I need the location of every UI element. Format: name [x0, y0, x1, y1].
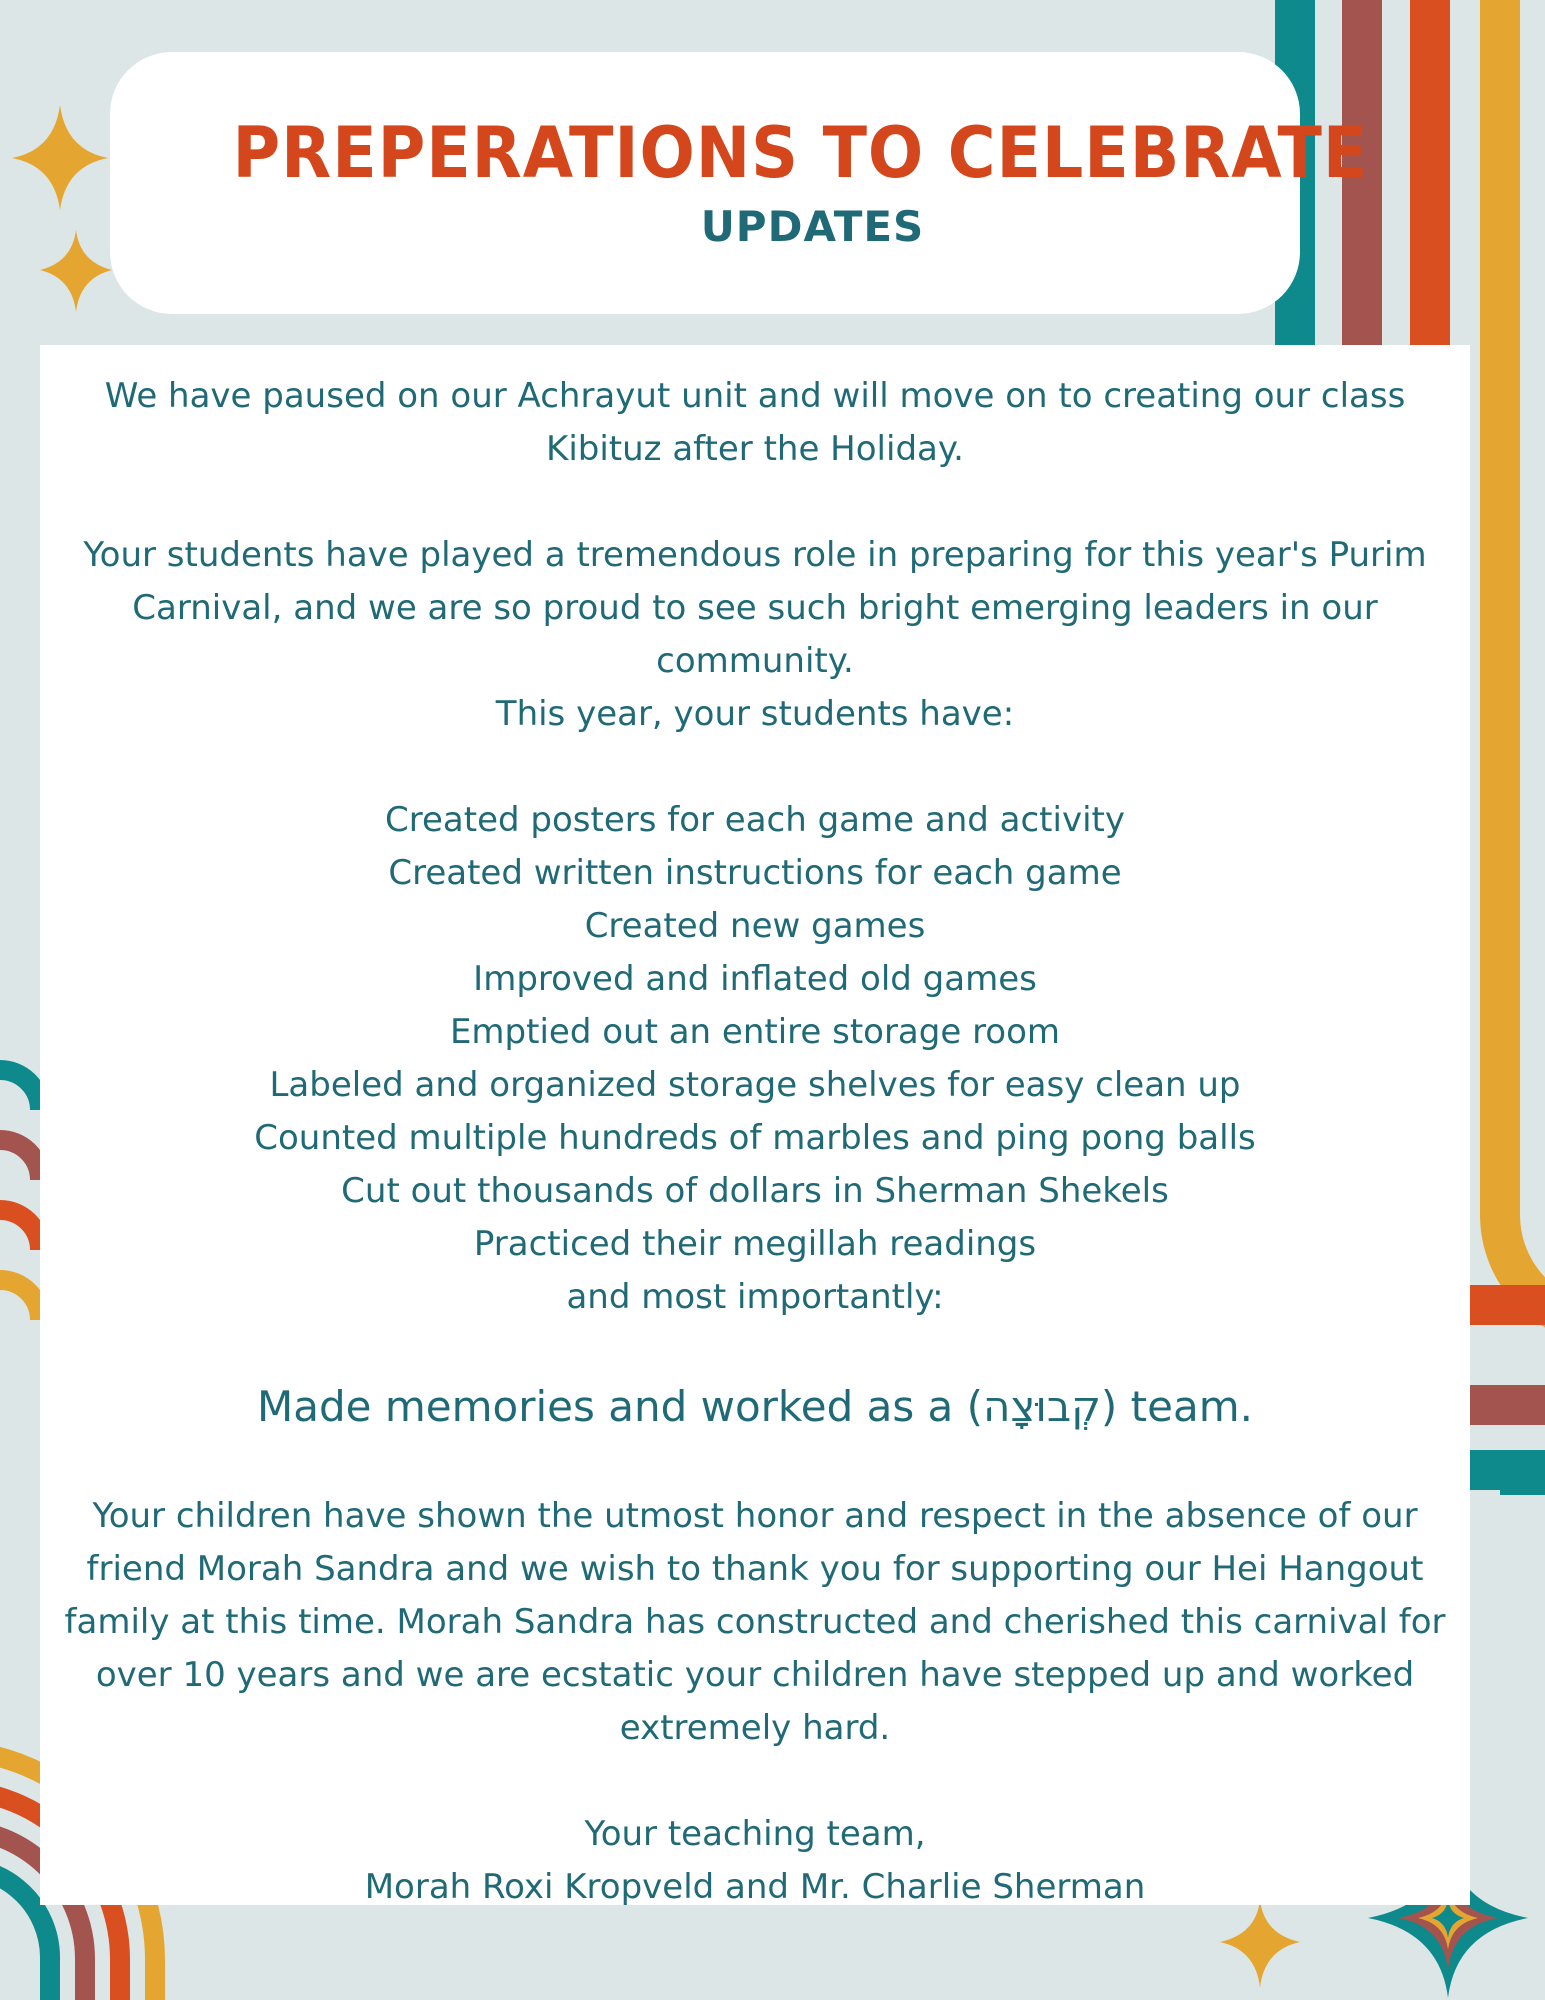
intro-paragraph: We have paused on our Achrayut unit and will move on to creating our class Kibituz after the Holiday.: [104, 376, 1406, 469]
signoff: Your teaching team,: [584, 1814, 926, 1854]
list-item: Counted multiple hundreds of marbles and ping pong balls: [254, 1118, 1256, 1158]
signature: Morah Roxi Kropveld and Mr. Charlie Sherman: [364, 1867, 1146, 1907]
left-arcs: [0, 1070, 40, 1320]
list-item: Improved and inflated old games: [473, 959, 1037, 999]
carnival-paragraph: Your students have played a tremendous role in preparing for this year's Purim Carnival, and we are so proud to see such bright emerging leaders in our community.: [83, 535, 1427, 681]
closing-paragraph: Your children have shown the utmost honor and respect in the absence of our friend Morah Sandra and we wish to thank you for supporting our Hei Hangout family at this time. Morah Sandra has constructed and cherished this carnival for over 10 years and we are ecstatic your children have stepped up and worked extremely hard.: [64, 1496, 1446, 1748]
list-item: Labeled and organized storage shelves for easy clean up: [269, 1065, 1241, 1105]
list-item: Emptied out an entire storage room: [449, 1012, 1061, 1052]
list-item: and most importantly:: [566, 1277, 944, 1317]
list-item: Created new games: [584, 906, 926, 946]
highlight-line: Made memories and worked as a (קְבוּצָה) team.: [257, 1382, 1253, 1431]
letter-body: [40, 370, 1470, 1914]
accomplishments-list: [40, 794, 1470, 1324]
list-item: Cut out thousands of dollars in Sherman Shekels: [341, 1171, 1169, 1211]
list-item: Created written instructions for each game: [388, 853, 1122, 893]
list-intro: This year, your students have:: [495, 694, 1015, 734]
page-title: PREPERATIONS TO CELEBRATE: [232, 112, 1369, 194]
page-subtitle: UPDATES: [700, 202, 925, 251]
list-item: Practiced their megillah readings: [473, 1224, 1037, 1264]
list-item: Created posters for each game and activity: [385, 800, 1125, 840]
